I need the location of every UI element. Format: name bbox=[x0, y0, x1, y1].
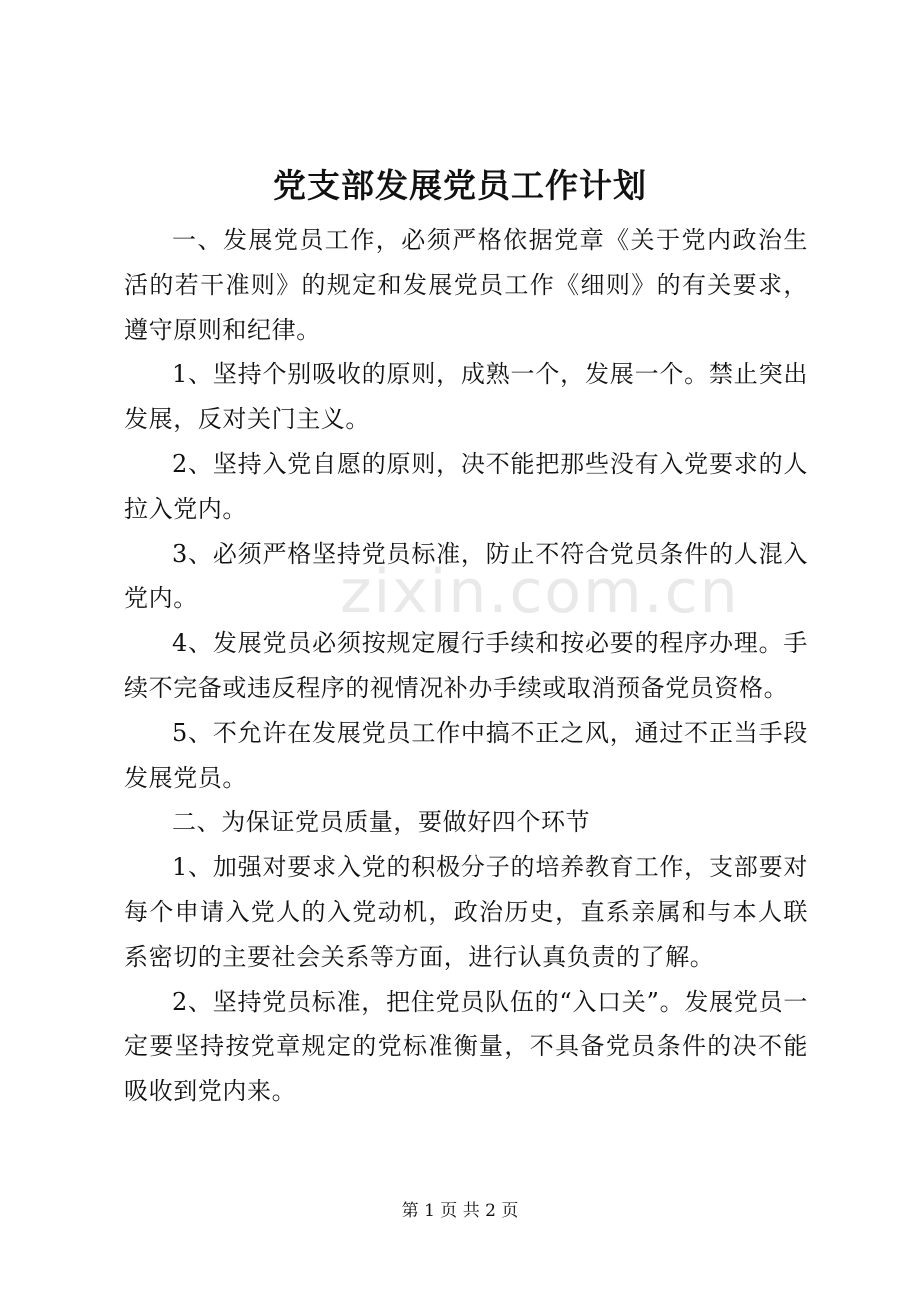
paragraph: 4、发展党员必须按规定履行手续和按必要的程序办理。手续不完备或违反程序的视情况补办手续或取消预备党员资格。 bbox=[124, 629, 808, 702]
document-body bbox=[124, 218, 808, 1114]
paragraph: 2、坚持入党自愿的原则，决不能把那些没有入党要求的人拉入党内。 bbox=[124, 449, 808, 523]
paragraph: 3、必须严格坚持党员标准，防止不符合党员条件的人混入党内。 bbox=[124, 539, 808, 613]
page-number-footer: 第 1 页 共 2 页 bbox=[401, 1201, 519, 1221]
paragraph: 一、发展党员工作，必须严格依据党章《关于党内政治生活的若干准则》的规定和发展党员工作《细则》的有关要求，遵守原则和纪律。 bbox=[124, 226, 808, 344]
watermark: zixin.com.cn bbox=[340, 557, 740, 627]
paragraph: 1、坚持个别吸收的原则，成熟一个，发展一个。禁止突出发展，反对关门主义。 bbox=[124, 360, 808, 434]
paragraph: 1、加强对要求入党的积极分子的培养教育工作，支部要对每个申请入党人的入党动机，政治历史，直系亲属和与本人联系密切的主要社会关系等方面，进行认真负责的了解。 bbox=[124, 853, 808, 971]
document-title: 党支部发展党员工作计划 bbox=[273, 166, 647, 205]
paragraph: 2、坚持党员标准，把住党员队伍的“入口关”。发展党员一定要坚持按党章规定的党标准衡量，不具备党员条件的决不能吸收到党内来。 bbox=[124, 987, 808, 1106]
paragraph: 二、为保证党员质量，要做好四个环节 bbox=[172, 808, 591, 837]
paragraph: 5、不允许在发展党员工作中搞不正之风，通过不正当手段发展党员。 bbox=[124, 718, 808, 792]
